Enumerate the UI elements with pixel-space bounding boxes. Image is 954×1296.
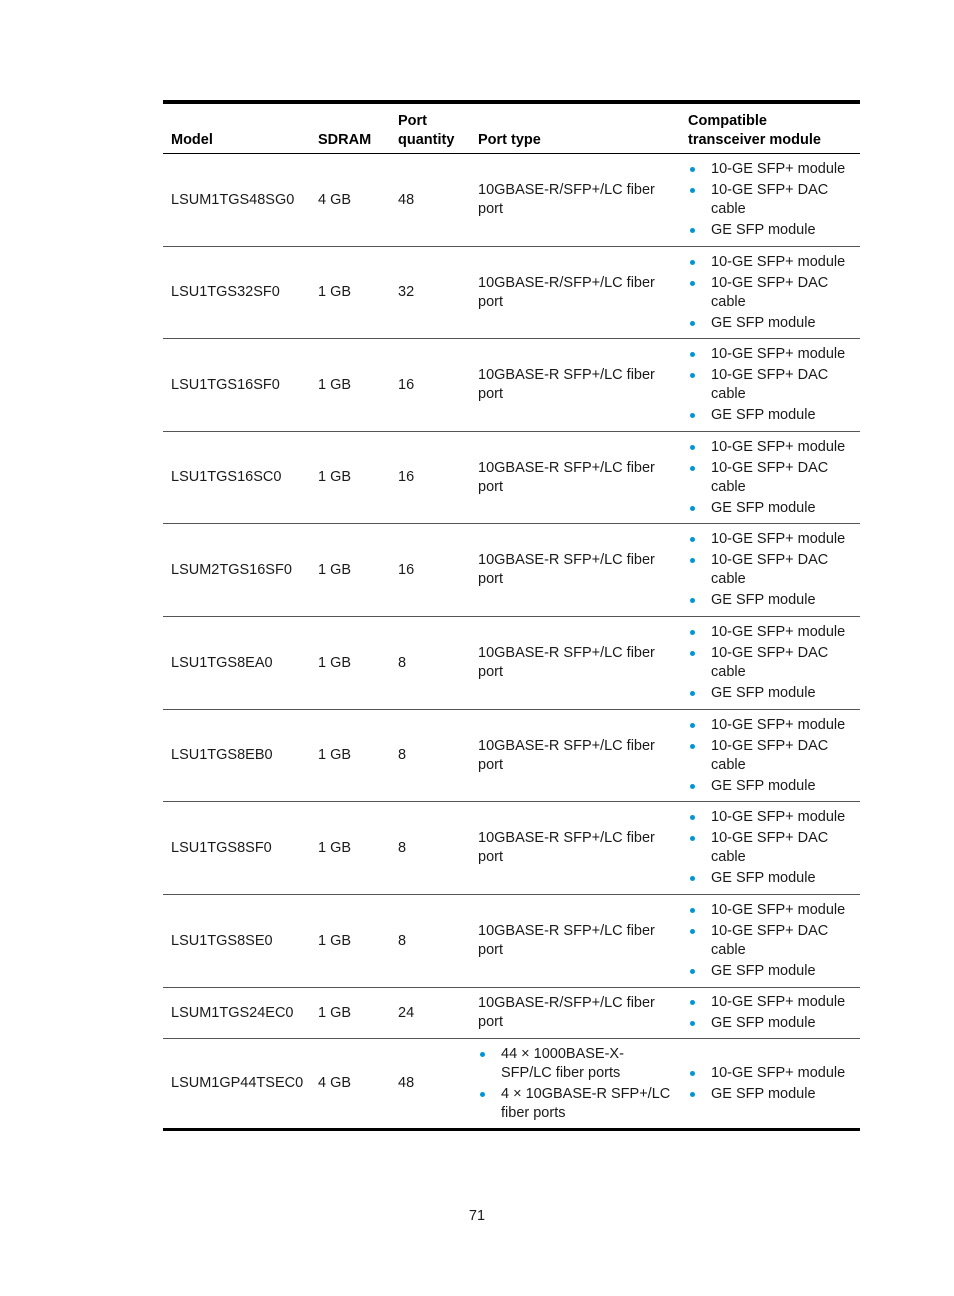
module-list-item: 10-GE SFP+ DAC cable <box>688 366 860 404</box>
header-model: Model <box>171 132 213 148</box>
port-type-text: 10GBASE-R SFP+/LC fiber port <box>478 459 655 495</box>
module-list-item: 10-GE SFP+ module <box>688 530 860 549</box>
port-type-text: 10GBASE-R/SFP+/LC fiber port <box>478 274 655 310</box>
sdram-cell: 1 GB <box>318 561 352 578</box>
model-cell: LSUM1GP44TSEC0 <box>171 1075 304 1091</box>
module-list-item: 10-GE SFP+ DAC cable <box>688 274 860 312</box>
module-list-item: GE SFP module <box>688 869 860 888</box>
table-row <box>163 247 860 339</box>
table-row <box>163 339 860 432</box>
port-type-cell <box>478 339 688 431</box>
module-list-item: 10-GE SFP+ DAC cable <box>688 551 860 589</box>
module-list-item: 10-GE SFP+ module <box>688 993 845 1012</box>
model-cell: LSUM1TGS24EC0 <box>171 1004 294 1021</box>
port-type-text: 10GBASE-R SFP+/LC fiber port <box>478 830 655 865</box>
port-type-cell <box>478 154 688 246</box>
module-list <box>688 251 860 335</box>
module-list-item: 10-GE SFP+ DAC cable <box>688 829 860 867</box>
table-row <box>163 895 860 988</box>
module-list-item: GE SFP module <box>688 406 860 425</box>
module-list <box>688 158 860 242</box>
module-list <box>688 714 860 798</box>
compatible-module-cell <box>688 154 860 246</box>
table-row <box>163 154 860 247</box>
port-quantity-cell: 48 <box>398 191 415 208</box>
header-port-type: Port type <box>478 132 541 148</box>
module-list-item: 10-GE SFP+ module <box>688 345 860 364</box>
module-list <box>688 991 845 1035</box>
module-list-item: 10-GE SFP+ DAC cable <box>688 922 860 960</box>
port-quantity-cell: 8 <box>398 932 407 949</box>
module-list-item: 10-GE SFP+ module <box>688 253 860 272</box>
header-compatible-line2: transceiver module <box>688 132 821 148</box>
port-type-text: 10GBASE-R SFP+/LC fiber port <box>478 367 655 402</box>
compatible-module-cell <box>688 339 860 431</box>
port-type-cell <box>478 988 688 1038</box>
module-list <box>688 806 860 890</box>
port-type-text: 10GBASE-R/SFP+/LC fiber port <box>478 995 655 1030</box>
port-quantity-cell: 48 <box>398 1075 415 1091</box>
compatible-module-cell <box>688 895 860 987</box>
header-port-quantity-line2: quantity <box>398 132 455 148</box>
module-list-item: GE SFP module <box>688 221 860 240</box>
compatible-module-cell <box>688 432 860 523</box>
table-body <box>163 154 860 1128</box>
port-quantity-cell: 8 <box>398 654 407 671</box>
port-quantity-cell: 16 <box>398 376 415 393</box>
model-cell: LSU1TGS16SF0 <box>171 376 280 393</box>
port-quantity-cell: 16 <box>398 469 415 485</box>
compatible-module-cell <box>688 710 860 801</box>
module-list-item: 10-GE SFP+ module <box>688 808 860 827</box>
module-list-item: 10-GE SFP+ module <box>688 623 860 642</box>
transceiver-compatibility-table <box>163 100 860 1131</box>
port-type-cell <box>478 802 688 894</box>
module-list <box>688 1062 845 1106</box>
port-type-text: 10GBASE-R SFP+/LC fiber port <box>478 552 655 587</box>
module-list-item: 10-GE SFP+ module <box>688 716 860 735</box>
module-list-item: 10-GE SFP+ module <box>688 1064 845 1083</box>
model-cell: LSU1TGS8SE0 <box>171 932 273 949</box>
header-compatible-line1: Compatible <box>688 113 767 129</box>
module-list-item: 10-GE SFP+ module <box>688 160 860 179</box>
port-type-cell <box>478 1039 688 1128</box>
page-number: 71 <box>468 1208 486 1224</box>
module-list <box>688 343 860 427</box>
port-type-cell <box>478 524 688 616</box>
model-cell: LSUM2TGS16SF0 <box>171 561 292 578</box>
table-header-row <box>163 104 860 154</box>
module-list-item: 10-GE SFP+ DAC cable <box>688 181 860 219</box>
port-type-cell <box>478 432 688 523</box>
model-cell: LSU1TGS8EB0 <box>171 747 273 763</box>
port-type-cell <box>478 710 688 801</box>
port-type-item: 4 × 10GBASE-R SFP+/LC fiber ports <box>478 1085 674 1123</box>
model-cell: LSU1TGS8EA0 <box>171 654 273 671</box>
sdram-cell: 1 GB <box>318 932 352 949</box>
module-list-item: 10-GE SFP+ DAC cable <box>688 644 860 682</box>
port-quantity-cell: 8 <box>398 839 407 856</box>
header-sdram: SDRAM <box>318 132 372 148</box>
port-quantity-cell: 32 <box>398 284 415 300</box>
module-list-item: GE SFP module <box>688 1014 845 1033</box>
sdram-cell: 1 GB <box>318 284 352 300</box>
header-compatible-module <box>688 104 860 153</box>
header-port-quantity-line1: Port <box>398 113 427 129</box>
module-list-item: GE SFP module <box>688 499 860 518</box>
module-list-item: GE SFP module <box>688 684 860 703</box>
compatible-module-cell <box>688 802 860 894</box>
port-quantity-cell: 8 <box>398 747 407 763</box>
port-type-item: 44 × 1000BASE-X-SFP/LC fiber ports <box>478 1045 674 1083</box>
header-port-quantity <box>398 104 478 153</box>
sdram-cell: 4 GB <box>318 191 352 208</box>
module-list-item: GE SFP module <box>688 591 860 610</box>
table-row <box>163 988 860 1039</box>
port-quantity-cell: 24 <box>398 1004 415 1021</box>
port-type-text: 10GBASE-R SFP+/LC fiber port <box>478 645 655 680</box>
module-list-item: GE SFP module <box>688 777 860 796</box>
module-list-item: GE SFP module <box>688 1085 845 1104</box>
port-type-cell <box>478 617 688 709</box>
table-row <box>163 802 860 895</box>
sdram-cell: 1 GB <box>318 376 352 393</box>
module-list <box>688 436 860 520</box>
port-type-text: 10GBASE-R SFP+/LC fiber port <box>478 737 655 773</box>
port-type-cell <box>478 895 688 987</box>
compatible-module-cell <box>688 988 860 1038</box>
table-row <box>163 524 860 617</box>
sdram-cell: 1 GB <box>318 654 352 671</box>
module-list-item: GE SFP module <box>688 314 860 333</box>
compatible-module-cell <box>688 617 860 709</box>
sdram-cell: 1 GB <box>318 747 352 763</box>
compatible-module-cell <box>688 247 860 338</box>
model-cell: LSU1TGS8SF0 <box>171 839 272 856</box>
module-list <box>688 621 860 705</box>
module-list-item: 10-GE SFP+ DAC cable <box>688 459 860 497</box>
port-type-list <box>478 1043 674 1125</box>
compatible-module-cell <box>688 1039 860 1128</box>
table-row <box>163 1039 860 1128</box>
table-row <box>163 432 860 524</box>
port-type-cell <box>478 247 688 338</box>
port-type-text: 10GBASE-R SFP+/LC fiber port <box>478 923 655 958</box>
sdram-cell: 4 GB <box>318 1075 352 1091</box>
module-list <box>688 899 860 983</box>
model-cell: LSU1TGS16SC0 <box>171 469 282 485</box>
table-row <box>163 617 860 710</box>
model-cell: LSU1TGS32SF0 <box>171 284 280 300</box>
sdram-cell: 1 GB <box>318 1004 352 1021</box>
module-list-item: 10-GE SFP+ module <box>688 438 860 457</box>
module-list-item: 10-GE SFP+ module <box>688 901 860 920</box>
module-list-item: GE SFP module <box>688 962 860 981</box>
port-quantity-cell: 16 <box>398 561 415 578</box>
sdram-cell: 1 GB <box>318 839 352 856</box>
compatible-module-cell <box>688 524 860 616</box>
module-list <box>688 528 860 612</box>
port-type-text: 10GBASE-R/SFP+/LC fiber port <box>478 182 655 217</box>
module-list-item: 10-GE SFP+ DAC cable <box>688 737 860 775</box>
model-cell: LSUM1TGS48SG0 <box>171 191 295 208</box>
sdram-cell: 1 GB <box>318 469 352 485</box>
table-row <box>163 710 860 802</box>
